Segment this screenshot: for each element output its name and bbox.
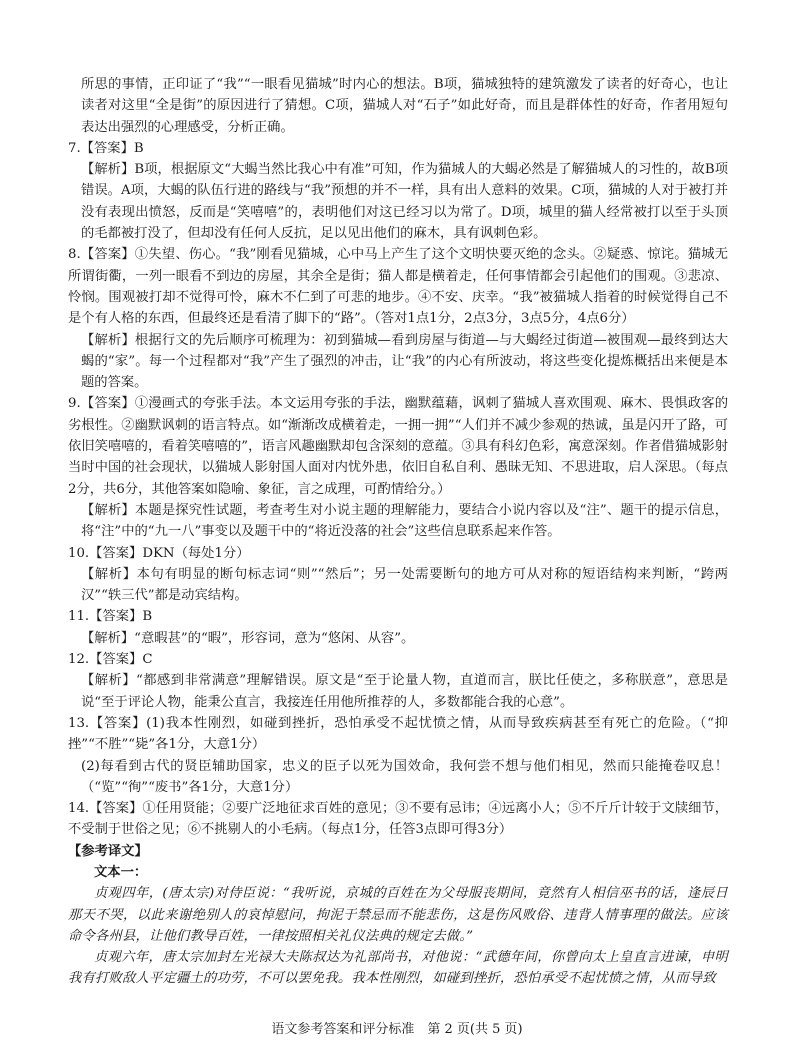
q12-analysis: 【解析】“都感到非常满意”理解错误。原文是“至于论量人物，直道而言，朕比任使之，多称朕意”，意思是说“至于评论人物，能秉公直言，我接连任用他所推荐的人，多数都能合我的心意”。 <box>81 673 728 710</box>
q8-analysis: 【解析】根据行文的先后顺序可梳理为：初到猫城—看到房屋与街道—与大蝎经过街道—被围观—最终到达大蝎的“家”。每一个过程都对“我”产生了强烈的冲击，让“我”的内心有所波动，将这些变化提炼概括出来便是本题的答案。 <box>81 332 728 391</box>
q13-part2: (2)每看到古代的贤臣辅助国家，忠义的臣子以死为国效命，我何尝不想与他们相见，然而只能掩卷叹息！（“览”“徇”“废书”各1分，大意1分） <box>81 758 728 795</box>
q11-answer: 11.【答案】B <box>68 609 153 625</box>
translation-heading: 【参考译文】 <box>68 843 148 859</box>
q9-answer: 9.【答案】①漫画式的夸张手法。本文运用夸张的手法，幽默蕴藉，讽刺了猫城人喜欢围观、麻木、畏惧政客的劣根性。②幽默讽刺的语言特点。如“渐渐改成横着走，一拥一拥”“人们并不减少参观的热诚，虽是闪开了路，可依旧笑嘻嘻的，看着笑嘻嘻的”，语言风趣幽默却包含深刻的意蕴。③具有科幻色彩，寓意深刻。作者借猫城影射当时中国的社会现状，以猫城人影射国人面对内忧外患，依旧自私自利、愚昧无知、不思进取，启人深思。（每点2分，共6分，其他答案如隐喻、象征，言之成理，可酌情给分。） <box>68 396 728 497</box>
intro-paragraph: 所思的事情，正印证了“我”“一眼看见猫城”时内心的想法。B项，猫城独特的建筑激发了读者的好奇心，也让读者对这里“全是街”的原因进行了猜想。C项，猫城人对“石子”如此好奇，而且是群体性的好奇，作者用短句表达出强烈的心理感受，分析正确。 <box>81 77 728 135</box>
q7-answer: 7.【答案】B <box>68 140 144 156</box>
q13-answer: 13.【答案】(1)我本性刚烈，如碰到挫折，恐怕承受不起忧愤之情，从而导致疾病甚至有死亡的危险。（“抑挫”“不胜”“毙”各1分，大意1分） <box>68 715 728 753</box>
q7-analysis: 【解析】B项，根据原文“大蝎当然比我心中有准”可知，作为猫城人的大蝎必然是了解猫城人的习性的，故B项错误。A项，大蝎的队伍行进的路线与“我”预想的并不一样，具有出人意料的效果。C项，猫城的人对于被打并没有表现出愤怒，反而是“笑嘻嘻”的，表明他们对这已经习以为常了。D项，城里的猫人经常被打以至于头顶的毛都被打没了，但却没有任何人反抗，足以见出他们的麻木，具有讽刺色彩。 <box>81 162 728 242</box>
q14-answer: 14.【答案】①任用贤能；②要广泛地征求百姓的意见；③不要有忌讳；④远离小人；⑤不斤斤计较于文牍细节，不受制于世俗之见；⑥不挑剔人的小毛病。（每点1分，任答3点即可得3分） <box>68 801 728 838</box>
q9-analysis: 【解析】本题是探究性试题，考查考生对小说主题的理解能力，要结合小说内容以及“注”、题干的提示信息，将“注”中的“九一八”事变以及题干中的“将近没落的社会”这些信息联系起来作答。 <box>81 502 728 540</box>
translation-paragraph-2: 贞观六年，唐太宗加封左光禄大夫陈叔达为礼部尚书，对他说：“武德年间，你曾向太上皇直言进谏，申明我有打败敌人平定疆土的功劳，不可以罢免我。我本性刚烈，如碰到挫折，恐怕承受不起忧愤之情，从而导致 <box>68 950 728 987</box>
translation-paragraph-1: 贞观四年，(唐太宗)对侍臣说：“我听说，京城的百姓在为父母服丧期间，竟然有人相信巫书的话，逢辰日那天不哭，以此来谢绝别人的哀悼慰问，拘泥于禁忌而不能悲伤，这是伤风败俗、违背人情事理的做法。应该命令各州县，让他们教导百姓，一律按照相关礼仪法典的规定去做。” <box>68 886 728 944</box>
q8-answer: 8.【答案】①失望、伤心。“我”刚看见猫城，心中马上产生了这个文明快要灭绝的念头。②疑惑、惊诧。猫城无所谓街衢，一列一眼看不到边的房屋，其余全是街；猫人都是横着走，任何事情都会引起他们的围观。③悲凉、怜悯。围观被打却不觉得可怜，麻木不仁到了可悲的地步。④不安、庆幸。“我”被猫城人指着的时候觉得自己不是个有人格的东西，但最终还是看清了脚下的“路”。（答对1点1分，2点3分，3点5分，4点6分） <box>68 247 728 327</box>
q10-answer: 10.【答案】DKN（每处1分） <box>68 545 250 561</box>
answer-content <box>68 74 728 990</box>
q12-answer: 12.【答案】C <box>68 652 153 668</box>
text1-title: 文本一： <box>94 864 148 880</box>
q10-analysis: 【解析】本句有明显的断句标志词“则”“然后”；另一处需要断句的地方可从对称的短语结构来判断，“跨两汉”“轶三代”都是动宾结构。 <box>81 566 728 604</box>
q11-analysis: 【解析】“意暇甚”的“暇”，形容词，意为“悠闲、从容”。 <box>81 630 415 646</box>
page-footer: 语文参考答案和评分标准 第 2 页(共 5 页) <box>271 1022 523 1037</box>
